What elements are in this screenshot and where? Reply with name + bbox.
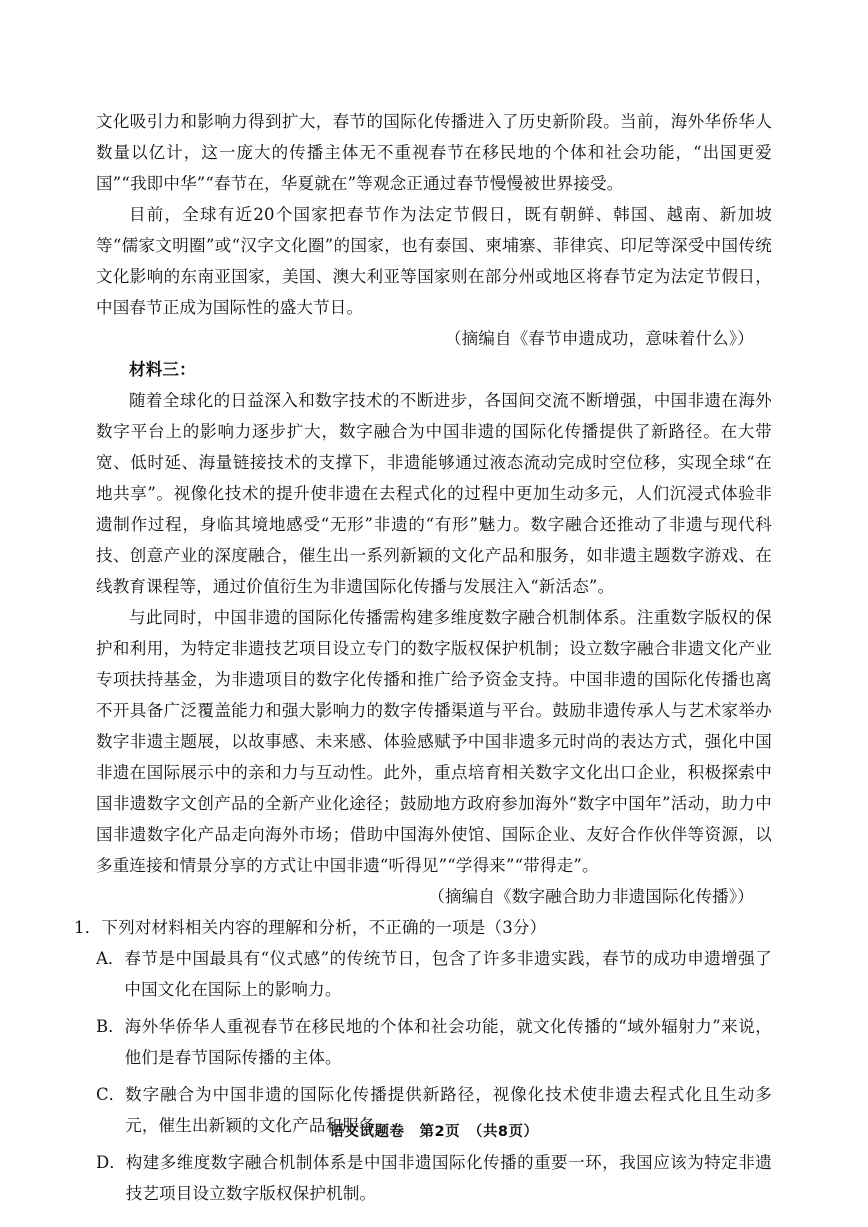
material-3-heading: 材料三： — [129, 360, 196, 379]
source-citation-material-3: （摘编自《数字融合助力非遗国际化传播》） — [428, 887, 754, 906]
option-letter: D． — [96, 1153, 126, 1172]
option-letter: B． — [96, 1017, 125, 1036]
question-1-option-d — [96, 1147, 772, 1209]
page-footer: 语文试题卷 第2页 （共8页） — [329, 1124, 539, 1140]
option-letter: C． — [96, 1085, 126, 1104]
exam-page-body — [74, 106, 772, 1215]
question-1-option-b — [96, 1011, 772, 1073]
option-text: 春节是中国最具有“仪式感”的传统节日，包含了许多非遗实践，春节的成功申遗增强了中国文化在国际上的影响力。 — [124, 949, 772, 999]
option-text: 海外华侨华人重视春节在移民地的个体和社会功能，就文化传播的“域外辐射力”来说，他们是春节国际传播的主体。 — [124, 1017, 772, 1067]
paragraph-material-3-second: 与此同时，中国非遗的国际化传播需构建多维度数字融合机制体系。注重数字版权的保护和利用，为特定非遗技艺项目设立专门的数字版权保护机制；设立数字融合非遗文化产业专项扶持基金，为非遗项目的数字化传播和推广给予资金支持。中国非遗的国际化传播也离不开具备广泛覆盖能力和强大影响力的数字传播渠道与平台。鼓励非遗传承人与艺术家举办数字非遗主题展，以故事感、未来感、体验感赋予中国非遗多元时尚的表达方式，强化中国非遗在国际展示中的亲和力与互动性。此外，重点培育相关数字文化出口企业，积极探索中国非遗数字文创产品的全新产业化途径；鼓励地方政府参加海外“数字中国年”活动，助力中国非遗数字化产品走向海外市场；借助中国海外使馆、国际企业、友好合作伙伴等资源，以多重连接和情景分享的方式让中国非遗“听得见”“学得来”“带得走”。 — [96, 608, 772, 875]
source-citation-material-2: （摘编自《春节申遗成功，意味着什么》） — [444, 329, 754, 348]
paragraph-spring-festival-holiday: 目前，全球有近20个国家把春节作为法定节假日，既有朝鲜、韩国、越南、新加坡等“儒家文明圈”或“汉字文化圈”的国家，也有泰国、柬埔寨、菲律宾、印尼等深受中国传统文化影响的东南亚国家，美国、澳大利亚等国家则在部分州或地区将春节定为法定节假日，中国春节正成为国际性的盛大节日。 — [96, 205, 772, 317]
option-text: 构建多维度数字融合机制体系是中国非遗国际化传播的重要一环，我国应该为特定非遗技艺项目设立数字版权保护机制。 — [125, 1153, 772, 1203]
option-letter: A． — [96, 949, 125, 968]
paragraph-spring-festival-overseas: 文化吸引力和影响力得到扩大，春节的国际化传播进入了历史新阶段。当前，海外华侨华人数量以亿计，这一庞大的传播主体无不重视春节在移民地的个体和社会功能，“出国更爱国”“我即中华”“春节在，华夏就在”等观念正通过春节慢慢被世界接受。 — [96, 112, 772, 193]
question-1-stem: 1．下列对材料相关内容的理解和分析，不正确的一项是（3分） — [74, 918, 547, 937]
option-text: 数字融合为中国非遗的国际化传播提供新路径，视像化技术使非遗去程式化且生动多元，催生出新颖的文化产品和服务。 — [125, 1085, 772, 1135]
question-1-option-a — [96, 943, 772, 1005]
paragraph-material-3-first: 随着全球化的日益深入和数字技术的不断进步，各国间交流不断增强，中国非遗在海外数字平台上的影响力逐步扩大，数字融合为中国非遗的国际化传播提供了新路径。在大带宽、低时延、海量链接技术的支撑下，非遗能够通过液态流动完成时空位移，实现全球“在地共享”。视像化技术的提升使非遗在去程式化的过程中更加生动多元，人们沉浸式体验非遗制作过程，身临其境地感受“无形”非遗的“有形”魅力。数字融合还推动了非遗与现代科技、创意产业的深度融合，催生出一系列新颖的文化产品和服务，如非遗主题数字游戏、在线教育课程等，通过价值衍生为非遗国际化传播与发展注入“新活态”。 — [96, 391, 772, 596]
